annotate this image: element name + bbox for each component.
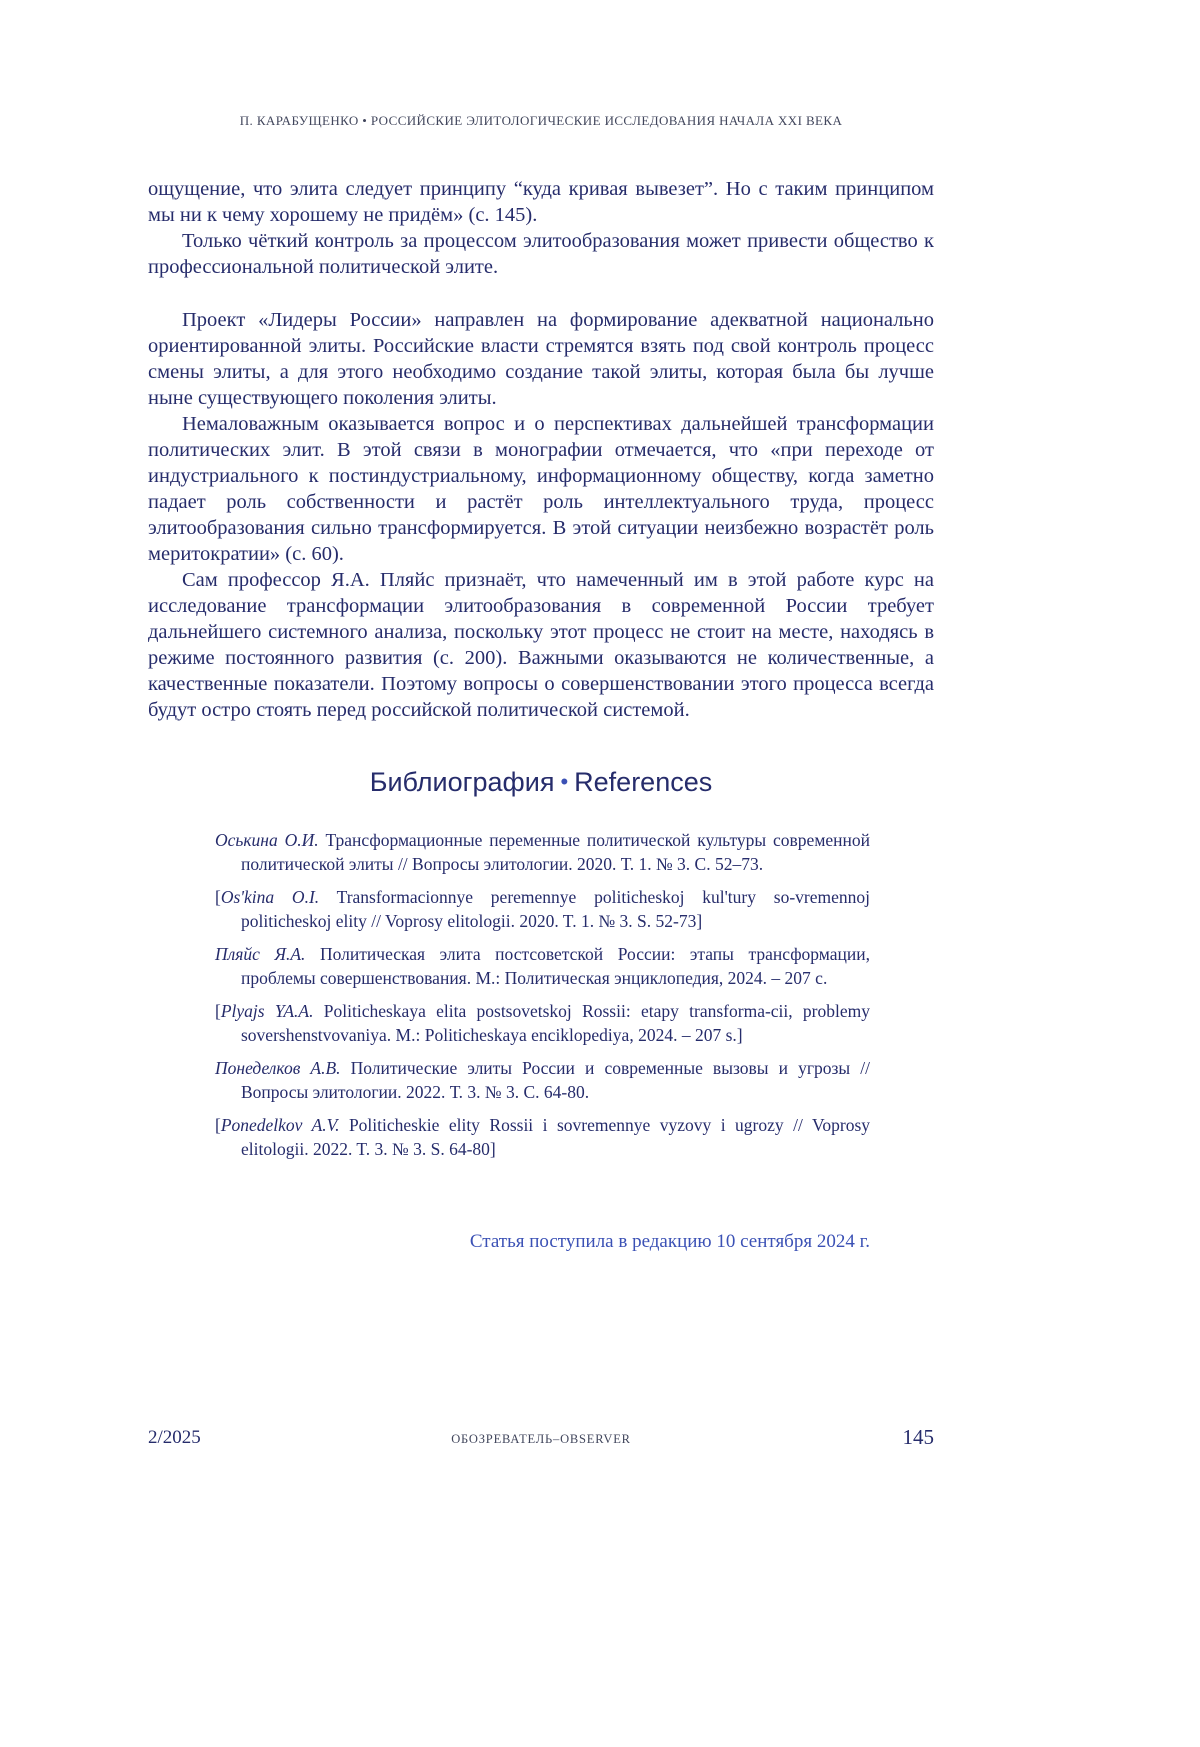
reference-prefix: [ <box>215 1115 221 1135</box>
paragraph: Немаловажным оказывается вопрос и о перспективах дальнейшей трансформации политических элит. В этой связи в монографии отмечается, что «при переходе от индустриального к постиндустриальному, информационному обществу, когда заметно падает роль собственности и растёт роль интеллектуального труда, процесс элитообразования сильно трансформируется. В этой ситуации неизбежно возрастёт роль меритократии» (с. 60). <box>148 413 934 565</box>
reference-list <box>148 828 934 1161</box>
reference-author: Понеделков А.В. <box>215 1058 341 1078</box>
reference-item <box>215 942 870 990</box>
page-content <box>148 176 934 1253</box>
bibliography-heading-ru: Библиография <box>369 767 555 797</box>
paragraph: ощущение, что элита следует принципу “куда кривая вывезет”. Но с таким принципом мы ни к чему хорошему не придём» (с. 145). <box>148 178 934 226</box>
reference-item <box>215 1113 870 1161</box>
reference-author: Plyajs YA.A. <box>220 1001 314 1021</box>
reference-text: Politicheskie elity Rossii i sovremennye vyzovy i ugrozy // Voprosy elitologii. 2022. T. 3. № 3. S. 64-80] <box>241 1115 870 1159</box>
reference-item <box>215 999 870 1047</box>
reference-author: Os'kina O.I. <box>220 887 320 907</box>
paragraph: Проект «Лидеры России» направлен на формирование адекватной национально ориентированной элиты. Российские власти стремятся взять под свой контроль процесс смены элиты, а для этого необходимо создание такой элиты, которая была бы лучше ныне существующего поколения элиты. <box>148 309 934 409</box>
paragraph: Только чёткий контроль за процессом элитообразования может привести общество к профессиональной политической элите. <box>148 230 934 278</box>
reference-prefix: [ <box>215 1001 221 1021</box>
reference-text: Политические элиты России и современные вызовы и угрозы // Вопросы элитологии. 2022. Т. 3. № 3. С. 64-80. <box>241 1058 870 1102</box>
reference-item <box>215 1056 870 1104</box>
footer-journal-title: ОБОЗРЕВАТЕЛЬ–OBSERVER <box>451 1432 631 1446</box>
paragraph: Сам профессор Я.А. Пляйс признаёт, что намеченный им в этой работе курс на исследование трансформации элитообразования в современной России требует дальнейшего системного анализа, поскольку этот процесс не стоит на месте, находясь в режиме постоянного развития (с. 200). Важными оказываются не количественные, а качественные показатели. Поэтому вопросы о совершенствовании этого процесса всегда будут остро стоять перед российской политической системой. <box>148 569 934 721</box>
reference-author: Пляйс Я.А. <box>215 944 306 964</box>
reference-text: Политическая элита постсоветской России: этапы трансформации, проблемы совершенствования. М.: Политическая энциклопедия, 2024. – 207 с. <box>241 944 870 988</box>
running-header: П. КАРАБУЩЕНКО • РОССИЙСКИЕ ЭЛИТОЛОГИЧЕСКИЕ ИССЛЕДОВАНИЯ НАЧАЛА XXI ВЕКА <box>239 113 843 128</box>
page-footer <box>148 1425 934 1455</box>
reference-author: Оськина О.И. <box>215 830 319 850</box>
footer-issue: 2/2025 <box>148 1427 201 1448</box>
reference-item <box>215 828 870 876</box>
reference-item <box>215 885 870 933</box>
submission-note: Статья поступила в редакцию 10 сентября 2024 г. <box>469 1231 870 1252</box>
reference-prefix: [ <box>215 887 221 907</box>
footer-page-number: 145 <box>902 1425 934 1449</box>
reference-text: Transformacionnye peremennye politicheskoj kul'tury so-vremennoj politicheskoj elity // Voprosy elitologii. 2020. T. 1. № 3. S. 52-73] <box>241 887 870 931</box>
bibliography-heading-en: References <box>574 767 713 797</box>
bibliography-heading-bullet: • <box>560 769 569 794</box>
reference-author: Ponedelkov A.V. <box>220 1115 340 1135</box>
bibliography-heading <box>148 767 934 798</box>
reference-text: Трансформационные переменные политической культуры современной политической элиты // Вопросы элитологии. 2020. Т. 1. № 3. С. 52–73. <box>241 830 871 874</box>
reference-text: Politicheskaya elita postsovetskoj Rossii: etapy transforma-cii, problemy sovershenstvovaniya. M.: Politicheskaya enciklopediya, 2024. – 207 s.] <box>241 1001 870 1045</box>
